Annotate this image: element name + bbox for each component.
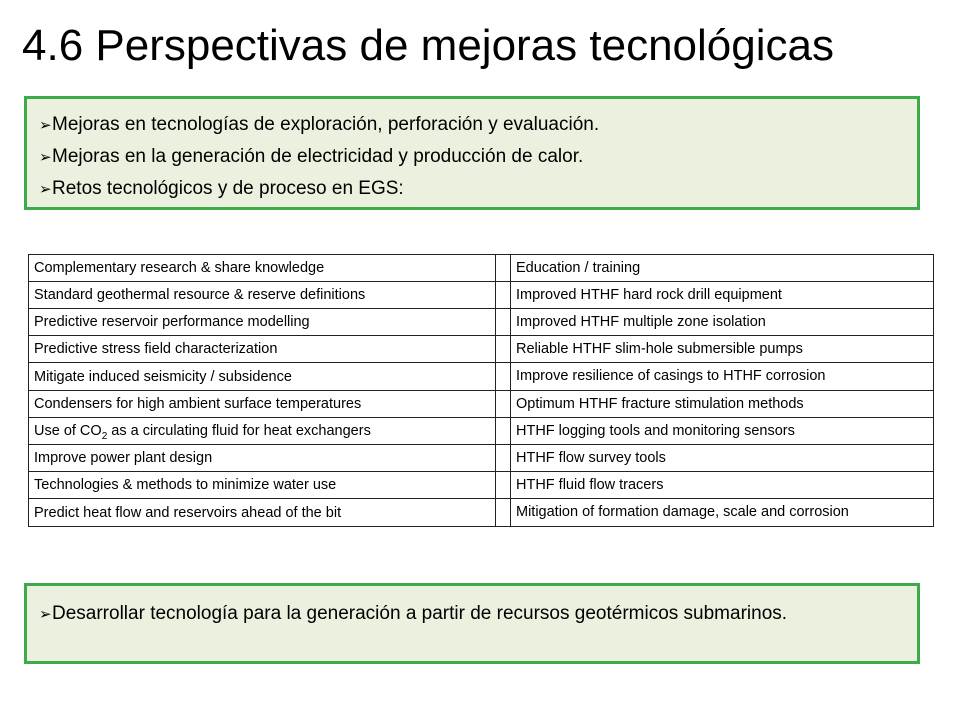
table-cell: Standard geothermal resource & reserve definitions [29, 282, 496, 309]
table-cell: Improved HTHF hard rock drill equipment [511, 282, 934, 309]
table-cell: Improve power plant design [29, 445, 496, 472]
table-cell: HTHF flow survey tools [511, 445, 934, 472]
arrowhead-bullet-icon: ➢ [39, 181, 52, 198]
table-gap-cell [496, 418, 511, 445]
table-cell: Predictive reservoir performance modelling [29, 309, 496, 336]
table-row [29, 391, 934, 418]
bullet-item [39, 109, 907, 141]
table-row [29, 499, 934, 527]
bullet-text: Desarrollar tecnología para la generación a partir de recursos geotérmicos submarinos. [52, 603, 788, 624]
arrowhead-bullet-icon: ➢ [39, 117, 52, 134]
table-row [29, 255, 934, 282]
table-gap-cell [496, 445, 511, 472]
co2-prefix: Use of CO [34, 423, 102, 439]
bottom-bullet-box [24, 583, 920, 664]
bullet-item [39, 173, 907, 205]
table-gap-cell [496, 499, 511, 527]
arrowhead-bullet-icon: ➢ [39, 606, 52, 623]
table-row [29, 363, 934, 391]
egs-challenges-table [28, 254, 934, 527]
bullet-text: Mejoras en la generación de electricidad y producción de calor. [52, 146, 584, 167]
table-row [29, 336, 934, 363]
table-gap-cell [496, 391, 511, 418]
slide-title: 4.6 Perspectivas de mejoras tecnológicas [22, 21, 834, 70]
table-cell: Improved HTHF multiple zone isolation [511, 309, 934, 336]
table-gap-cell [496, 309, 511, 336]
table-gap-cell [496, 472, 511, 499]
table-cell: Education / training [511, 255, 934, 282]
table-cell: Reliable HTHF slim-hole submersible pumps [511, 336, 934, 363]
table-row [29, 445, 934, 472]
co2-subscript: 2 [101, 430, 108, 442]
table-gap-cell [496, 282, 511, 309]
table-cell: Technologies & methods to minimize water use [29, 472, 496, 499]
bullet-item [39, 141, 907, 173]
table-cell: Predictive stress field characterization [29, 336, 496, 363]
arrowhead-bullet-icon: ➢ [39, 149, 52, 166]
table-cell: Complementary research & share knowledge [29, 255, 496, 282]
table-cell: Mitigation of formation damage, scale and corrosion [511, 499, 934, 527]
table-cell: Mitigate induced seismicity / subsidence [29, 363, 496, 391]
table-cell: Optimum HTHF fracture stimulation methods [511, 391, 934, 418]
table-row [29, 309, 934, 336]
table-cell: Improve resilience of casings to HTHF corrosion [511, 363, 934, 391]
bullet-text: Retos tecnológicos y de proceso en EGS: [52, 178, 404, 199]
co2-suffix: as a circulating fluid for heat exchangers [107, 423, 371, 439]
bullet-item [39, 599, 907, 630]
table-cell: HTHF logging tools and monitoring sensors [511, 418, 934, 445]
table-cell: HTHF fluid flow tracers [511, 472, 934, 499]
table-row [29, 282, 934, 309]
table-cell [29, 418, 496, 445]
table-gap-cell [496, 336, 511, 363]
table-cell: Condensers for high ambient surface temperatures [29, 391, 496, 418]
bullet-text: Mejoras en tecnologías de exploración, perforación y evaluación. [52, 114, 600, 135]
table-gap-cell [496, 255, 511, 282]
top-bullet-box [24, 96, 920, 210]
table-gap-cell [496, 363, 511, 391]
table-cell: Predict heat flow and reservoirs ahead of the bit [29, 499, 496, 527]
table-row [29, 472, 934, 499]
table-row [29, 418, 934, 445]
